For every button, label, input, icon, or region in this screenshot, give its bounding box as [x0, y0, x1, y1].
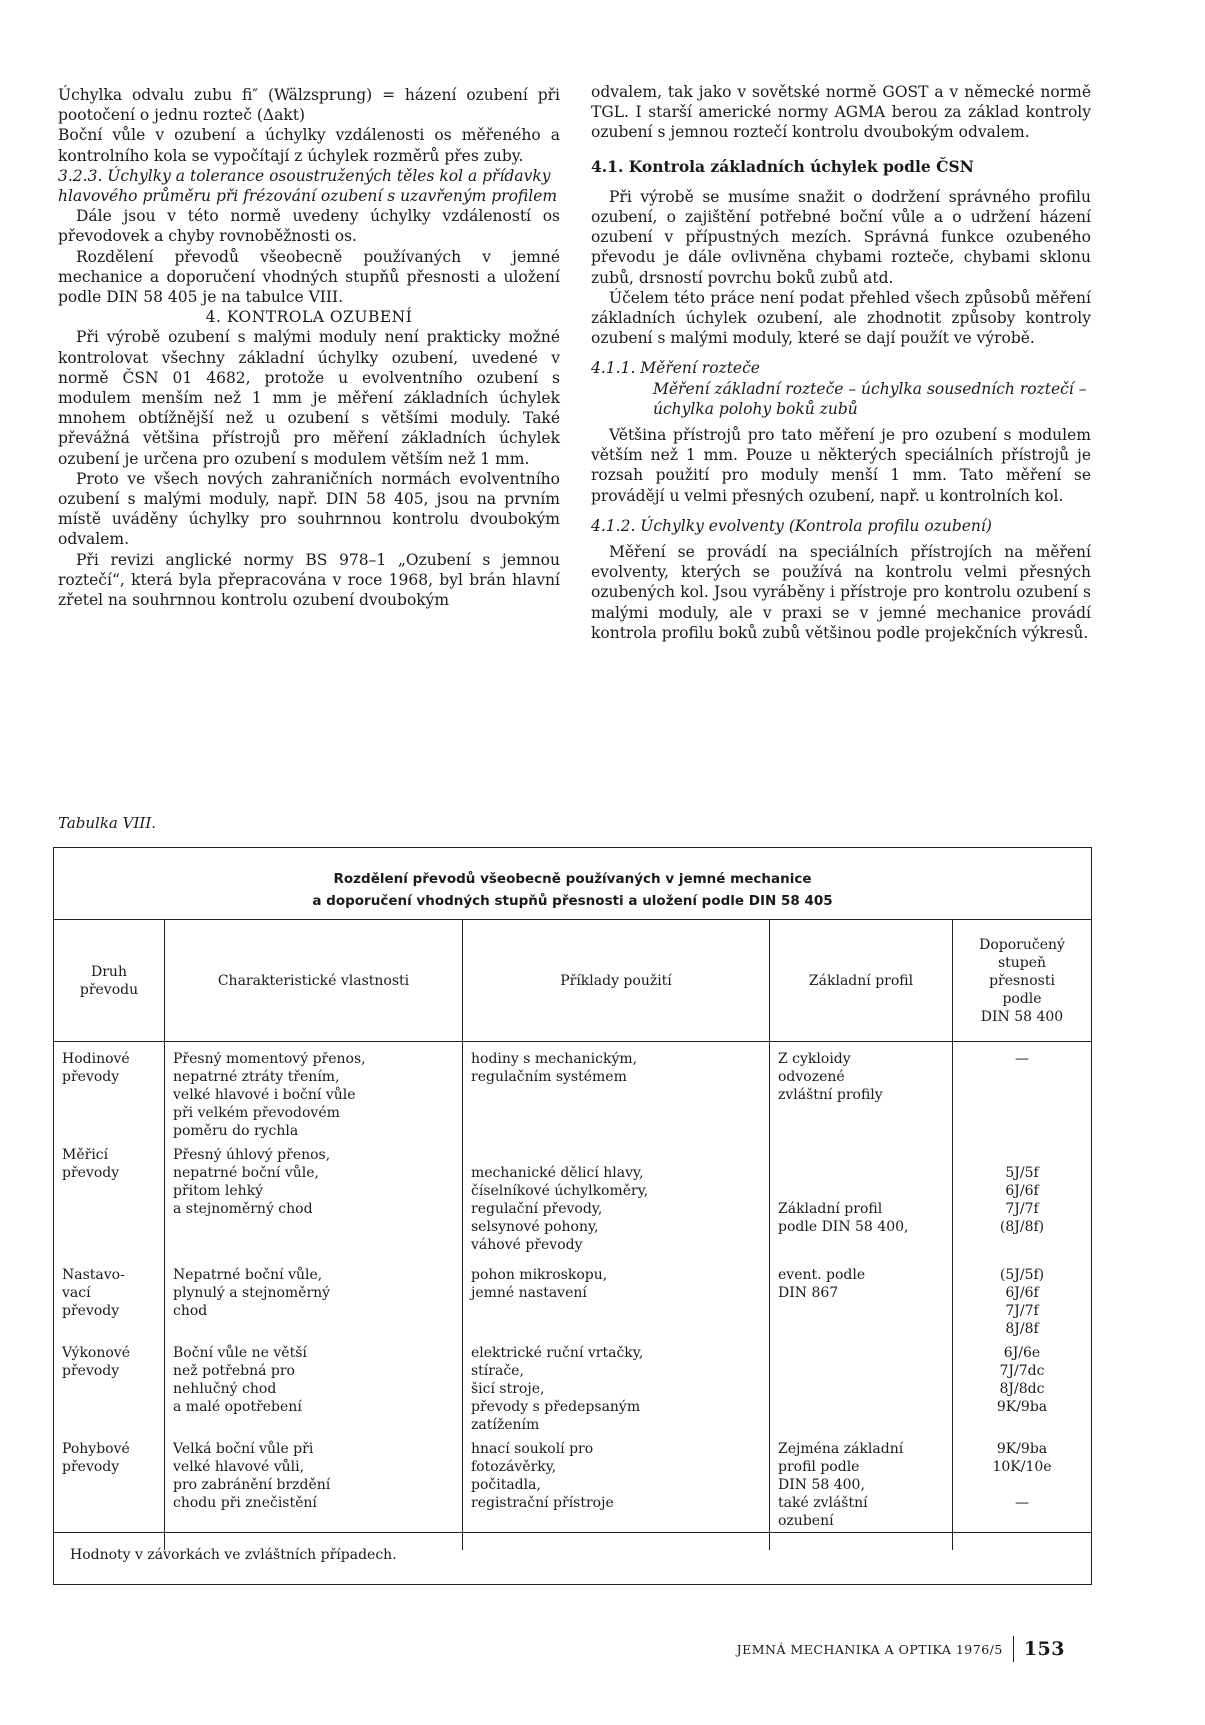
table-row: [54, 1140, 1091, 1260]
journal-name: JEMNÁ MECHANIKA A OPTIKA 1976/5: [736, 1641, 1003, 1657]
cell-vlastnosti: Nepatrné boční vůle, plynulý a stejnoměrný chod: [165, 1260, 463, 1338]
cell-druh: Pohybové převody: [54, 1434, 165, 1550]
cell-vlastnosti: Velká boční vůle při velké hlavové vůli, pro zabránění brzdění chodu při znečistění: [165, 1434, 463, 1550]
cell-druh: Měřicí převody: [54, 1140, 165, 1260]
paragraph: Úchylka odvalu zubu fi″ (Wälzsprung) = házení ozubení při pootočení o jednu rozteč (Δakt): [58, 86, 560, 125]
cell-druh: Nastavo- vací převody: [54, 1260, 165, 1338]
paragraph: Proto ve všech nových zahraničních normách evolventního ozubení s malými moduly, např. DIN 58 405, jsou na prvním místě uváděny úchylky pro souhrnnou kontrolu dvoubokým odvalem.: [58, 469, 560, 549]
cell-profil: event. podle DIN 867: [770, 1260, 953, 1338]
left-column: [58, 85, 560, 610]
section-heading-4-1: 4.1. Kontrola základních úchylek podle ČSN: [591, 156, 974, 176]
cell-stupen: 5J/5f 6J/6f 7J/7f (8J/8f): [999, 1165, 1045, 1235]
table-note: Hodnoty v závorkách ve zvláštních případech.: [54, 1532, 1091, 1584]
cell-priklady: pohon mikroskopu, jemné nastavení: [463, 1260, 770, 1338]
cell-stupen: 6J/6e 7J/7dc 8J/8dc 9K/9ba: [996, 1345, 1048, 1415]
data-table: [54, 920, 1091, 1550]
cell-priklady: mechanické dělicí hlavy, číselníkové úchylkoměry, regulační převody, selsynové pohony, váhové převody: [463, 1140, 770, 1260]
table-title-line-1: Rozdělení převodů všeobecně používaných v jemné mechanice: [333, 871, 812, 887]
cell-vlastnosti: Boční vůle ne větší než potřebná pro nehlučný chod a malé opotřebení: [165, 1338, 463, 1434]
section-heading-4-1-1: 4.1.1. Měření rozteče: [591, 359, 760, 378]
header-priklady: Příklady použití: [463, 920, 770, 1042]
paragraph: Boční vůle v ozubení a úchylky vzdálenosti os měřeného a kontrolního kola se vypočítají z úchylek rozměrů přes zuby.: [58, 126, 560, 165]
page-number: 153: [1013, 1636, 1065, 1662]
cell-stupen: (5J/5f) 6J/6f 7J/7f 8J/8f: [999, 1267, 1045, 1337]
header-druh: Druh převodu: [54, 920, 165, 1042]
section-heading-4: 4. KONTROLA OZUBENÍ: [205, 308, 413, 327]
right-column: [591, 82, 1091, 643]
cell-druh: Hodinové převody: [54, 1042, 165, 1141]
cell-stupen: 9K/9ba 10K/10e —: [992, 1441, 1052, 1511]
header-vlastnosti: Charakteristické vlastnosti: [165, 920, 463, 1042]
paragraph: Při revizi anglické normy BS 978–1 „Ozubení s jemnou roztečí“, která byla přepracována v roce 1968, byl brán hlavní zřetel na souhrnnou kontrolu ozubení dvoubokým: [58, 550, 560, 610]
table-row: [54, 1260, 1091, 1338]
cell-vlastnosti: Přesný úhlový přenos, nepatrné boční vůle, přitom lehký a stejnoměrný chod: [165, 1140, 463, 1260]
cell-profil: Základní profil podle DIN 58 400,: [770, 1140, 953, 1260]
cell-priklady: hodiny s mechanickým, regulačním systémem: [463, 1042, 770, 1141]
table-viii: [53, 847, 1092, 1585]
paragraph: odvalem, tak jako v sovětské normě GOST a v německé normě TGL. I starší americké normy AGMA berou za základ kontroly ozubení s jemnou roztečí kontrolu dvoubokým odvalem.: [591, 83, 1091, 142]
cell-profil: Z cykloidy odvozené zvláštní profily: [770, 1042, 953, 1141]
cell-druh: Výkonové převody: [54, 1338, 165, 1434]
table-row: [54, 1042, 1091, 1141]
table-title: [54, 848, 1091, 920]
paragraph: Při výrobě se musíme snažit o dodržení správného profilu ozubení, o zajištění potřebné boční vůle a o udržení házení ozubení v přípustných mezích. Správná funkce ozubeného převodu je dále ovlivněna chybami rozteče, chybami sklonu zubů, drsností povrchu boků zubů atd.: [591, 187, 1091, 287]
paragraph: Měření se provádí na speciálních přístrojích na měření evolventy, kterých se používá na kontrolu velmi přesných ozubených kol. Jsou vyráběny i přístroje pro kontrolu ozubení s malými moduly, ale v praxi se v jemné mechanice provádí kontrola profilu boků zubů většinou podle projekčních výkresů.: [591, 543, 1091, 642]
paragraph: Při výrobě ozubení s malými moduly není prakticky možné kontrolovat všechny základní úchylky ozubení, uvedené v normě ČSN 01 4682, protože u evolventního ozubení s modulem menším než 1 mm je měření základních úchylek mnohem obtížnější než u ozubení s většími moduly. Také převážná většina přístrojů pro měření základních úchylek ozubení je určena pro ozubení s modulem větším než 1 mm.: [58, 328, 560, 468]
table-caption: Tabulka VIII.: [58, 814, 157, 832]
cell-vlastnosti: Přesný momentový přenos, nepatrné ztráty třením, velké hlavové i boční vůle při velkém převodovém poměru do rychla: [165, 1042, 463, 1141]
cell-priklady: elektrické ruční vrtačky, stírače, šicí stroje, převody s předepsaným zatížením: [463, 1338, 770, 1434]
paragraph: Dále jsou v této normě uvedeny úchylky vzdáleností os převodovek a chyby rovnoběžnosti os.: [58, 207, 560, 246]
section-heading-4-1-2: 4.1.2. Úchylky evolventy (Kontrola profilu ozubení): [591, 516, 992, 535]
cell-stupen: —: [1015, 1051, 1029, 1067]
page-footer: [737, 1636, 1065, 1662]
section-heading-3-2-3: 3.2.3. Úchylky a tolerance osoustružených těles kol a přídavky hlavového průměru při frézování ozubení s uzavřeným profilem: [58, 166, 558, 206]
cell-profil: [770, 1338, 953, 1434]
header-profil: Základní profil: [770, 920, 953, 1042]
cell-priklady: hnací soukolí pro fotozávěrky, počitadla, registrační přístroje: [463, 1434, 770, 1550]
header-stupen: Doporučený stupeň přesnosti podle DIN 58 400: [953, 920, 1092, 1042]
section-subheading-4-1-1: Měření základní rozteče – úchylka sousedních roztečí – úchylka polohy boků zubů: [653, 379, 1087, 418]
paragraph: Rozdělení převodů všeobecně používaných v jemné mechanice a doporučení vhodných stupňů přesnosti a uložení podle DIN 58 405 je na tabulce VIII.: [58, 247, 560, 307]
table-title-line-2: a doporučení vhodných stupňů přesnosti a uložení podle DIN 58 405: [312, 893, 833, 909]
paragraph: Většina přístrojů pro tato měření je pro ozubení s modulem větším než 1 mm. Pouze u některých speciálních přístrojů je rozsah použití pro moduly menší 1 mm. Tato měření se provádějí u velmi přesných ozubení, např. u kontrolních kol.: [591, 426, 1091, 505]
table-row: [54, 1338, 1091, 1434]
cell-profil: Zejména základní profil podle DIN 58 400, také zvláštní ozubení: [770, 1434, 953, 1550]
paragraph: Účelem této práce není podat přehled všech způsobů měření základních úchylek ozubení, ale zhodnotit způsoby kontroly ozubení s malými moduly, které se dají použít ve výrobě.: [591, 288, 1091, 348]
